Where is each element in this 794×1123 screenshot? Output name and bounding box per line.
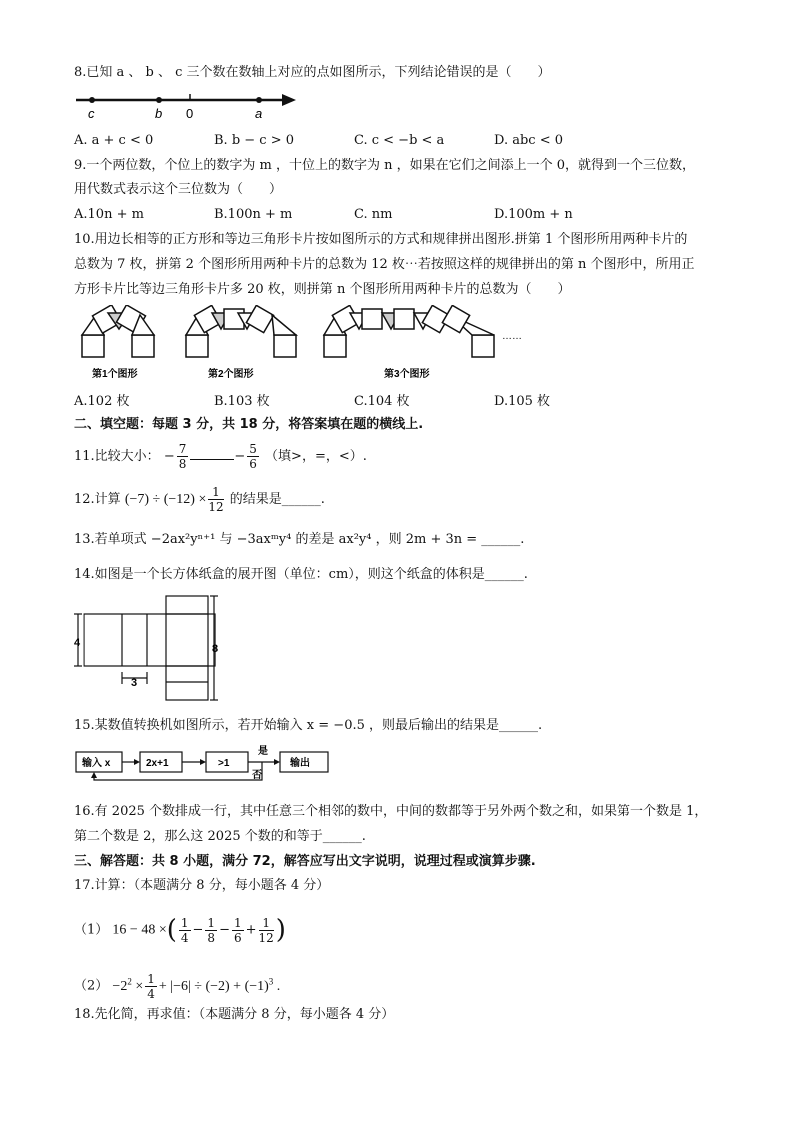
q11-prefix: 11.比较大小： [74, 449, 160, 464]
q12-prefix: 12.计算 [74, 492, 121, 507]
q17-part-1: （1） 16 − 48 ×( $\frac{1}{4}$ − $\frac{1}{8}$ − $\frac{1}{6}$ + $\frac{1}{12}$ ) [74, 915, 286, 945]
q10-figure-3-label: 第3个图形 [384, 369, 430, 380]
q17-title: 17.计算：（本题满分 8 分，每小题各 4 分） [74, 878, 330, 893]
q8-option-a: A. a + c < 0 [74, 133, 154, 148]
section-3-heading: 三、解答题：共 8 小题，满分 72，解答应写出文字说明，说理过程或演算步骤. [74, 854, 536, 869]
q8-stem: 8.已知 a 、 b 、 c 三个数在数轴上对应的点如图所示，下列结论错误的是（ ） [74, 65, 551, 80]
flow-operation: 2x+1 [146, 758, 169, 769]
q16-line-1: 16.有 2025 个数排成一行，其中任意三个相邻的数中，中间的数都等于另外两个数之和，如果第一个数是 1， [74, 804, 708, 819]
label-zero: 0 [186, 106, 194, 121]
q10-figure-2-label: 第2个图形 [208, 369, 254, 380]
q10-pattern-figures [74, 305, 534, 385]
q8-option-c: C. c < −b < a [354, 133, 445, 148]
q9-option-d: D.100m + n [494, 207, 573, 222]
section-2-heading: 二、填空题：每题 3 分，共 18 分，将答案填在题的横线上. [74, 417, 424, 432]
q10-stem-2: 总数为 7 枚，拼第 2 个图形所用两种卡片的总数为 12 枚⋯若按照这样的规律拼出的第 n 个图形中，所用正 [74, 257, 695, 272]
q11-suffix: （填>，=，<）. [265, 449, 367, 464]
q8-number-line [74, 86, 304, 122]
q10-option-c: C.104 枚 [354, 394, 410, 409]
q15: 15.某数值转换机如图所示，若开始输入 x = −0.5 ，则最后输出的结果是______. [74, 718, 543, 733]
q17-part-2-label: （2） [74, 978, 109, 994]
q16-line-2: 第二个数是 2，那么这 2025 个数的和等于______. [74, 829, 366, 844]
q9-stem: 9.一个两位数，个位上的数字为 m ，十位上的数字为 n ，如果在它们之间添上一个 0，就得到一个三位数， [74, 158, 696, 173]
q8-options [74, 133, 734, 151]
q12-fraction: $\frac{1}{12}$ [208, 485, 224, 514]
flow-output: 输出 [290, 758, 310, 769]
q11-answer-blank[interactable] [190, 447, 234, 460]
label-c: c [88, 106, 95, 121]
flow-no: 否 [252, 770, 262, 781]
q14: 14.如图是一个长方体纸盒的展开图（单位：cm），则这个纸盒的体积是______. [74, 567, 528, 582]
q15-flowchart [74, 742, 354, 786]
q14-dim-8: 8 [212, 643, 219, 655]
q10-stem-3: 方形卡片比等边三角形卡片多 20 枚，则拼第 n 个图形所用两种卡片的总数为（ ） [74, 282, 571, 297]
q14-box-net-figure [74, 592, 224, 712]
q10-ellipsis: …… [502, 331, 522, 342]
q14-dim-3: 3 [131, 677, 138, 689]
q12: 12.计算 (−7) ÷ (−12) × $\frac{1}{12}$ 的结果是______. [74, 485, 325, 514]
flow-input: 输入 x [82, 758, 111, 769]
q14-dim-4: 4 [74, 637, 81, 649]
q13: 13.若单项式 −2ax²yⁿ⁺¹ 与 −3axᵐy⁴ 的差是 ax²y⁴ ，则 2m + 3n = ______. [74, 532, 525, 547]
label-b: b [155, 106, 163, 121]
q10-options [74, 390, 734, 408]
flow-condition: >1 [218, 758, 230, 769]
q10-stem: 10.用边长相等的正方形和等边三角形卡片按如图所示的方式和规律拼出图形.拼第 1 个图形所用两种卡片的 [74, 232, 688, 247]
q10-figure-1-label: 第1个图形 [92, 369, 138, 380]
q12-suffix: 的结果是______. [229, 492, 325, 507]
q9-option-a: A.10n + m [74, 207, 144, 222]
q11: 11.比较大小： − $\frac{7}{8}$ − $\frac{5}{6}$ （填>，=，<）. [74, 442, 367, 471]
q17-part-1-label: （1） [74, 922, 109, 938]
q18-title: 18.先化简，再求值：（本题满分 8 分，每小题各 4 分） [74, 1007, 395, 1022]
flow-yes: 是 [258, 746, 268, 757]
label-a: a [255, 106, 263, 121]
q9-option-c: C. nm [354, 207, 393, 222]
q10-option-b: B.103 枚 [214, 394, 270, 409]
q11-fraction-2: $\frac{5}{6}$ [249, 442, 257, 471]
q8-option-b: B. b − c > 0 [214, 133, 295, 148]
q10-option-a: A.102 枚 [74, 394, 130, 409]
q11-fraction-1: $\frac{7}{8}$ [178, 442, 187, 471]
q10-option-d: D.105 枚 [494, 394, 551, 409]
q8-option-d: D. abc < 0 [494, 133, 564, 148]
q9-stem-2: 用代数式表示这个三位数为（ ） [74, 182, 283, 197]
q9-options [74, 207, 734, 225]
q17-part-2: $(2) -2^2$ × $\frac{1}{4}$ + $|-6| \div (-2) + (-1)^3$ . [74, 971, 281, 1001]
q9-option-b: B.100n + m [214, 207, 293, 222]
